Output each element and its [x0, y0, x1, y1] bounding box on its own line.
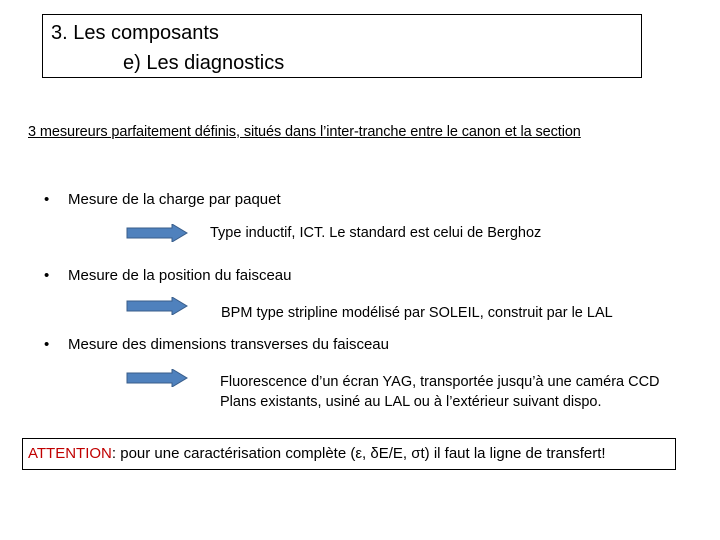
detail-line: Plans existants, usiné au LAL ou à l’extérieur suivant dispo.	[220, 394, 602, 410]
attention-label: ATTENTION	[28, 445, 112, 462]
slide-subtitle: e) Les diagnostics	[123, 52, 285, 74]
attention-message: : pour une caractérisation complète (ε, δE/E, σt) il faut la ligne de transfert!	[111, 445, 606, 462]
detail-line: Type inductif, ICT. Le standard est celui de Berghoz	[210, 225, 542, 241]
bullet-detail	[210, 223, 541, 243]
bullet-item	[44, 267, 291, 284]
bullet-label: Mesure de la charge par paquet	[68, 191, 281, 208]
bullet-item	[44, 336, 389, 353]
attention-box	[22, 438, 676, 470]
attention-note	[28, 445, 606, 462]
bullet-detail	[220, 372, 660, 412]
bullet-marker: •	[44, 336, 50, 353]
bullet-marker: •	[44, 267, 50, 284]
bullet-item	[44, 191, 281, 208]
bullet-label: Mesure des dimensions transverses du faisceau	[68, 336, 389, 353]
bullet-label: Mesure de la position du faisceau	[68, 267, 292, 284]
right-arrow-icon	[126, 224, 188, 242]
detail-line: Fluorescence d’un écran YAG, transportée jusqu’à une caméra CCD	[220, 374, 660, 390]
title-box	[42, 14, 642, 78]
bullet-detail	[221, 303, 613, 323]
right-arrow-icon	[126, 369, 188, 387]
right-arrow-icon	[126, 297, 188, 315]
detail-line: BPM type stripline modélisé par SOLEIL, construit par le LAL	[221, 305, 613, 321]
intro-text: 3 mesureurs parfaitement définis, situés dans l’inter-tranche entre le canon et la section	[28, 124, 581, 140]
bullet-marker: •	[44, 191, 50, 208]
slide-title: 3. Les composants	[51, 22, 219, 44]
